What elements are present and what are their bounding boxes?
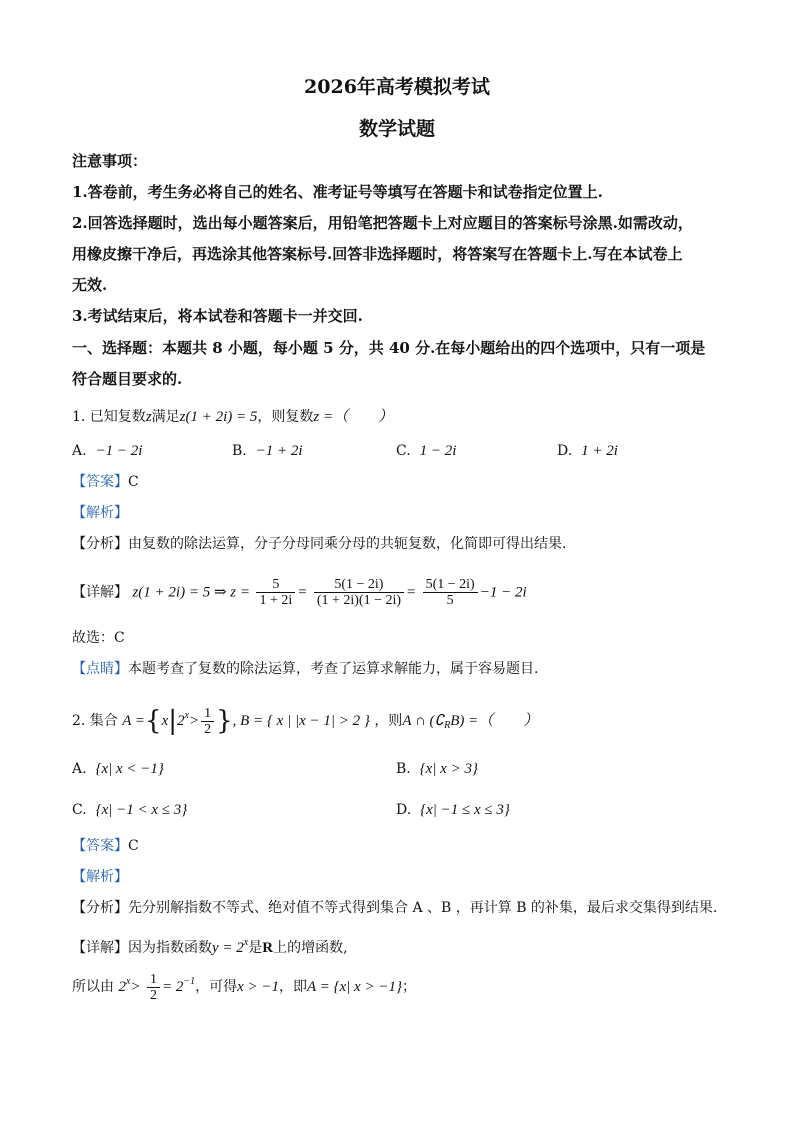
q2-expr: A ∩ (∁ <box>402 713 445 729</box>
q1-detail-tag: 【详解】 <box>72 584 128 601</box>
q1-condition: z(1 + 2i) = 5 <box>179 409 258 425</box>
q2-l2-half-den: 2 <box>149 987 157 1003</box>
q2-l2-half-num: 1 <box>147 972 160 988</box>
q2-analysis-tag: 【解析】 <box>72 869 128 885</box>
q2-half-fraction <box>201 706 214 737</box>
q2-l2-h: A = {x| x > −1} <box>307 979 402 995</box>
q2-stem-b: ，则 <box>374 713 403 729</box>
notice-heading: 注意事项： <box>72 152 148 170</box>
notice-item-2-line-2: 用橡皮擦干净后，再选涂其他答案标号.回答非选择题时，将答案写在答题卡上.写在本试卷上 <box>72 245 683 263</box>
q1-analysis-tag: 【解析】 <box>72 505 128 521</box>
q1-fraction-2 <box>314 577 404 608</box>
q1-fraction-3 <box>423 577 478 608</box>
q2-fenxi-tag: 【分析】 <box>72 900 128 916</box>
q2-l2-d-exp: −1 <box>183 976 196 987</box>
q2-setA-base: 2 <box>177 713 185 729</box>
q2-option-d-letter: D. <box>396 802 412 818</box>
q1-option-d-value: 1 + 2i <box>581 443 618 459</box>
q2-fenxi-text: 先分别解指数不等式、绝对值不等式得到集合 A 、B ，再计算 B 的补集，最后求交集得到结果. <box>128 900 718 916</box>
notice-item-1: 1.答卷前，考生务必将自己的姓名、准考证号等填写在答题卡和试卷指定位置上. <box>72 183 603 201</box>
q2-option-a-letter: A. <box>72 761 87 777</box>
q1-option-d <box>557 441 618 461</box>
q1-option-c <box>396 441 456 461</box>
q1-var-z: z <box>145 409 152 425</box>
q1-option-d-letter: D. <box>557 443 573 459</box>
q2-detail-func-exp: x <box>243 937 249 948</box>
q2-detail-line-1 <box>72 933 348 958</box>
q1-option-b <box>232 441 303 461</box>
q1-f1-num: 5 <box>256 577 295 593</box>
q2-answer-line <box>72 836 139 856</box>
q1-f3-den: 5 <box>446 593 454 608</box>
q2-detail-func: y = 2 <box>212 940 244 956</box>
q2-expr-end: B) =（ ） <box>450 713 539 729</box>
q1-fraction-1 <box>256 577 295 608</box>
q1-fenxi-line <box>72 534 566 554</box>
q1-option-b-letter: B. <box>232 443 247 459</box>
q2-detail-b: 是 <box>248 940 263 956</box>
q2-option-b-value: {x| x > 3} <box>419 761 478 777</box>
exam-title: 2026年高考模拟考试 <box>304 76 490 98</box>
q2-half-den: 2 <box>204 721 212 737</box>
q1-dianjing-text: 本题考查了复数的除法运算，考查了运算求解能力，属于容易题目. <box>128 661 539 677</box>
q1-stem-b: 满足 <box>151 409 180 425</box>
q1-detail-result: −1 − 2i <box>479 584 527 601</box>
q2-setA-var: x <box>161 713 169 729</box>
question-1-stem <box>72 407 393 427</box>
q2-l2-b: 2 <box>118 979 126 995</box>
q2-answer-tag: 【答案】 <box>72 838 128 854</box>
q2-option-a-value: {x| x < −1} <box>95 761 164 777</box>
q1-f2-num: 5(1 − 2i) <box>314 577 404 593</box>
q2-detail-a: 因为指数函数 <box>128 940 212 956</box>
q2-answer: C <box>128 838 139 854</box>
q2-setA-exp: x <box>184 710 189 721</box>
q2-option-d-value: {x| −1 ≤ x ≤ 3} <box>420 802 510 818</box>
q2-setB: , B = { x | |x − 1| > 2 } <box>232 713 370 729</box>
q2-l2-e: ，可得 <box>195 979 238 995</box>
q1-f2-den: (1 + 2i)(1 − 2i) <box>316 593 402 608</box>
q2-l2-c: > <box>130 979 141 995</box>
q1-answer-line <box>72 472 139 492</box>
q1-option-a-value: −1 − 2i <box>95 443 143 459</box>
q2-half-num: 1 <box>201 706 214 722</box>
question-2-stem: 2. 集合 $A =\{x|2^x>$ $\frac{1}{2}$ }, B = { x | |x − 1| > 2 } ，则A ∩ $(∁_RB)$ =（ ） <box>72 705 539 737</box>
q1-fenxi-tag: 【分析】 <box>72 536 128 552</box>
q2-stem-a: 2. 集合 <box>72 713 118 729</box>
notice-item-3: 3.考试结束后，将本试卷和答题卡一并交回. <box>72 307 363 325</box>
q1-stem-d: z =（ ） <box>313 409 394 425</box>
q2-fenxi-line <box>72 898 717 918</box>
q2-l2-a: 所以由 <box>72 979 114 995</box>
notice-item-2-line-1: 2.回答选择题时，选出每小题答案后，用铅笔把答题卡上对应题目的答案标号涂黑.如需改动， <box>72 214 693 232</box>
q2-option-c-letter: C. <box>72 802 87 818</box>
q1-answer: C <box>128 474 139 490</box>
exam-subtitle: 数学试题 <box>358 118 435 140</box>
q2-option-a <box>72 759 164 779</box>
section-heading-line-1: 一、选择题：本题共 8 小题，每小题 5 分，共 40 分.在每小题给出的四个选项中，只有一项是 <box>72 339 706 357</box>
q2-l2-f: x > −1 <box>237 979 280 995</box>
q2-setA-label: A = <box>122 713 146 729</box>
q1-stem-c: ，则复数 <box>257 409 314 425</box>
q1-detail-line: 【详解】 z(1 + 2i) = 5 ⇒ z = $\frac{5}{1 + 2i}$ = $\frac{5(1 - 2i)}{(1 + 2i)(1 - 2i)}$ = $\frac{5(1 - 2i)}{5}$ −1 − 2i <box>72 577 527 608</box>
q2-l2-i: ； <box>401 979 416 995</box>
q1-dianjing-tag: 【点睛】 <box>72 661 128 677</box>
q2-l2-g: ，即 <box>279 979 308 995</box>
q2-option-b <box>396 759 478 779</box>
q1-option-c-value: 1 − 2i <box>419 443 457 459</box>
q1-fenxi-text: 由复数的除法运算，分子分母同乘分母的共轭复数，化简即可得出结果. <box>128 536 567 552</box>
q2-detail-c: 上的增函数, <box>273 940 348 956</box>
q1-option-a <box>72 441 142 461</box>
q1-option-a-letter: A. <box>72 443 87 459</box>
q1-option-c-letter: C. <box>396 443 411 459</box>
q2-setA-gt: > <box>188 713 200 729</box>
notice-item-2-line-3: 无效. <box>72 276 108 294</box>
q1-f3-num: 5(1 − 2i) <box>423 577 478 593</box>
q1-choose: 故选：C <box>72 630 125 646</box>
q1-detail-equation: z(1 + 2i) = 5 ⇒ z = <box>132 584 250 601</box>
section-heading-line-2: 符合题目要求的. <box>72 370 183 388</box>
q2-detail-line-2 <box>72 970 416 1003</box>
q2-option-c <box>72 800 187 820</box>
q2-option-b-letter: B. <box>396 761 411 777</box>
q1-stem-a: 1. 已知复数 <box>72 409 146 425</box>
q1-option-b-value: −1 + 2i <box>255 443 303 459</box>
q1-f1-den: 1 + 2i <box>259 593 293 608</box>
q1-dianjing-line <box>72 659 538 679</box>
q2-option-d <box>396 800 510 820</box>
q2-detail-R: R <box>262 940 274 956</box>
q2-detail-tag: 【详解】 <box>72 940 128 956</box>
q2-l2-d: = 2 <box>161 979 184 995</box>
q2-option-c-value: {x| −1 < x ≤ 3} <box>95 802 188 818</box>
q1-answer-tag: 【答案】 <box>72 474 128 490</box>
q2-expr-sub: R <box>444 720 451 731</box>
q2-l2-half <box>147 972 160 1003</box>
q2-l2-b-exp: x <box>125 976 131 987</box>
